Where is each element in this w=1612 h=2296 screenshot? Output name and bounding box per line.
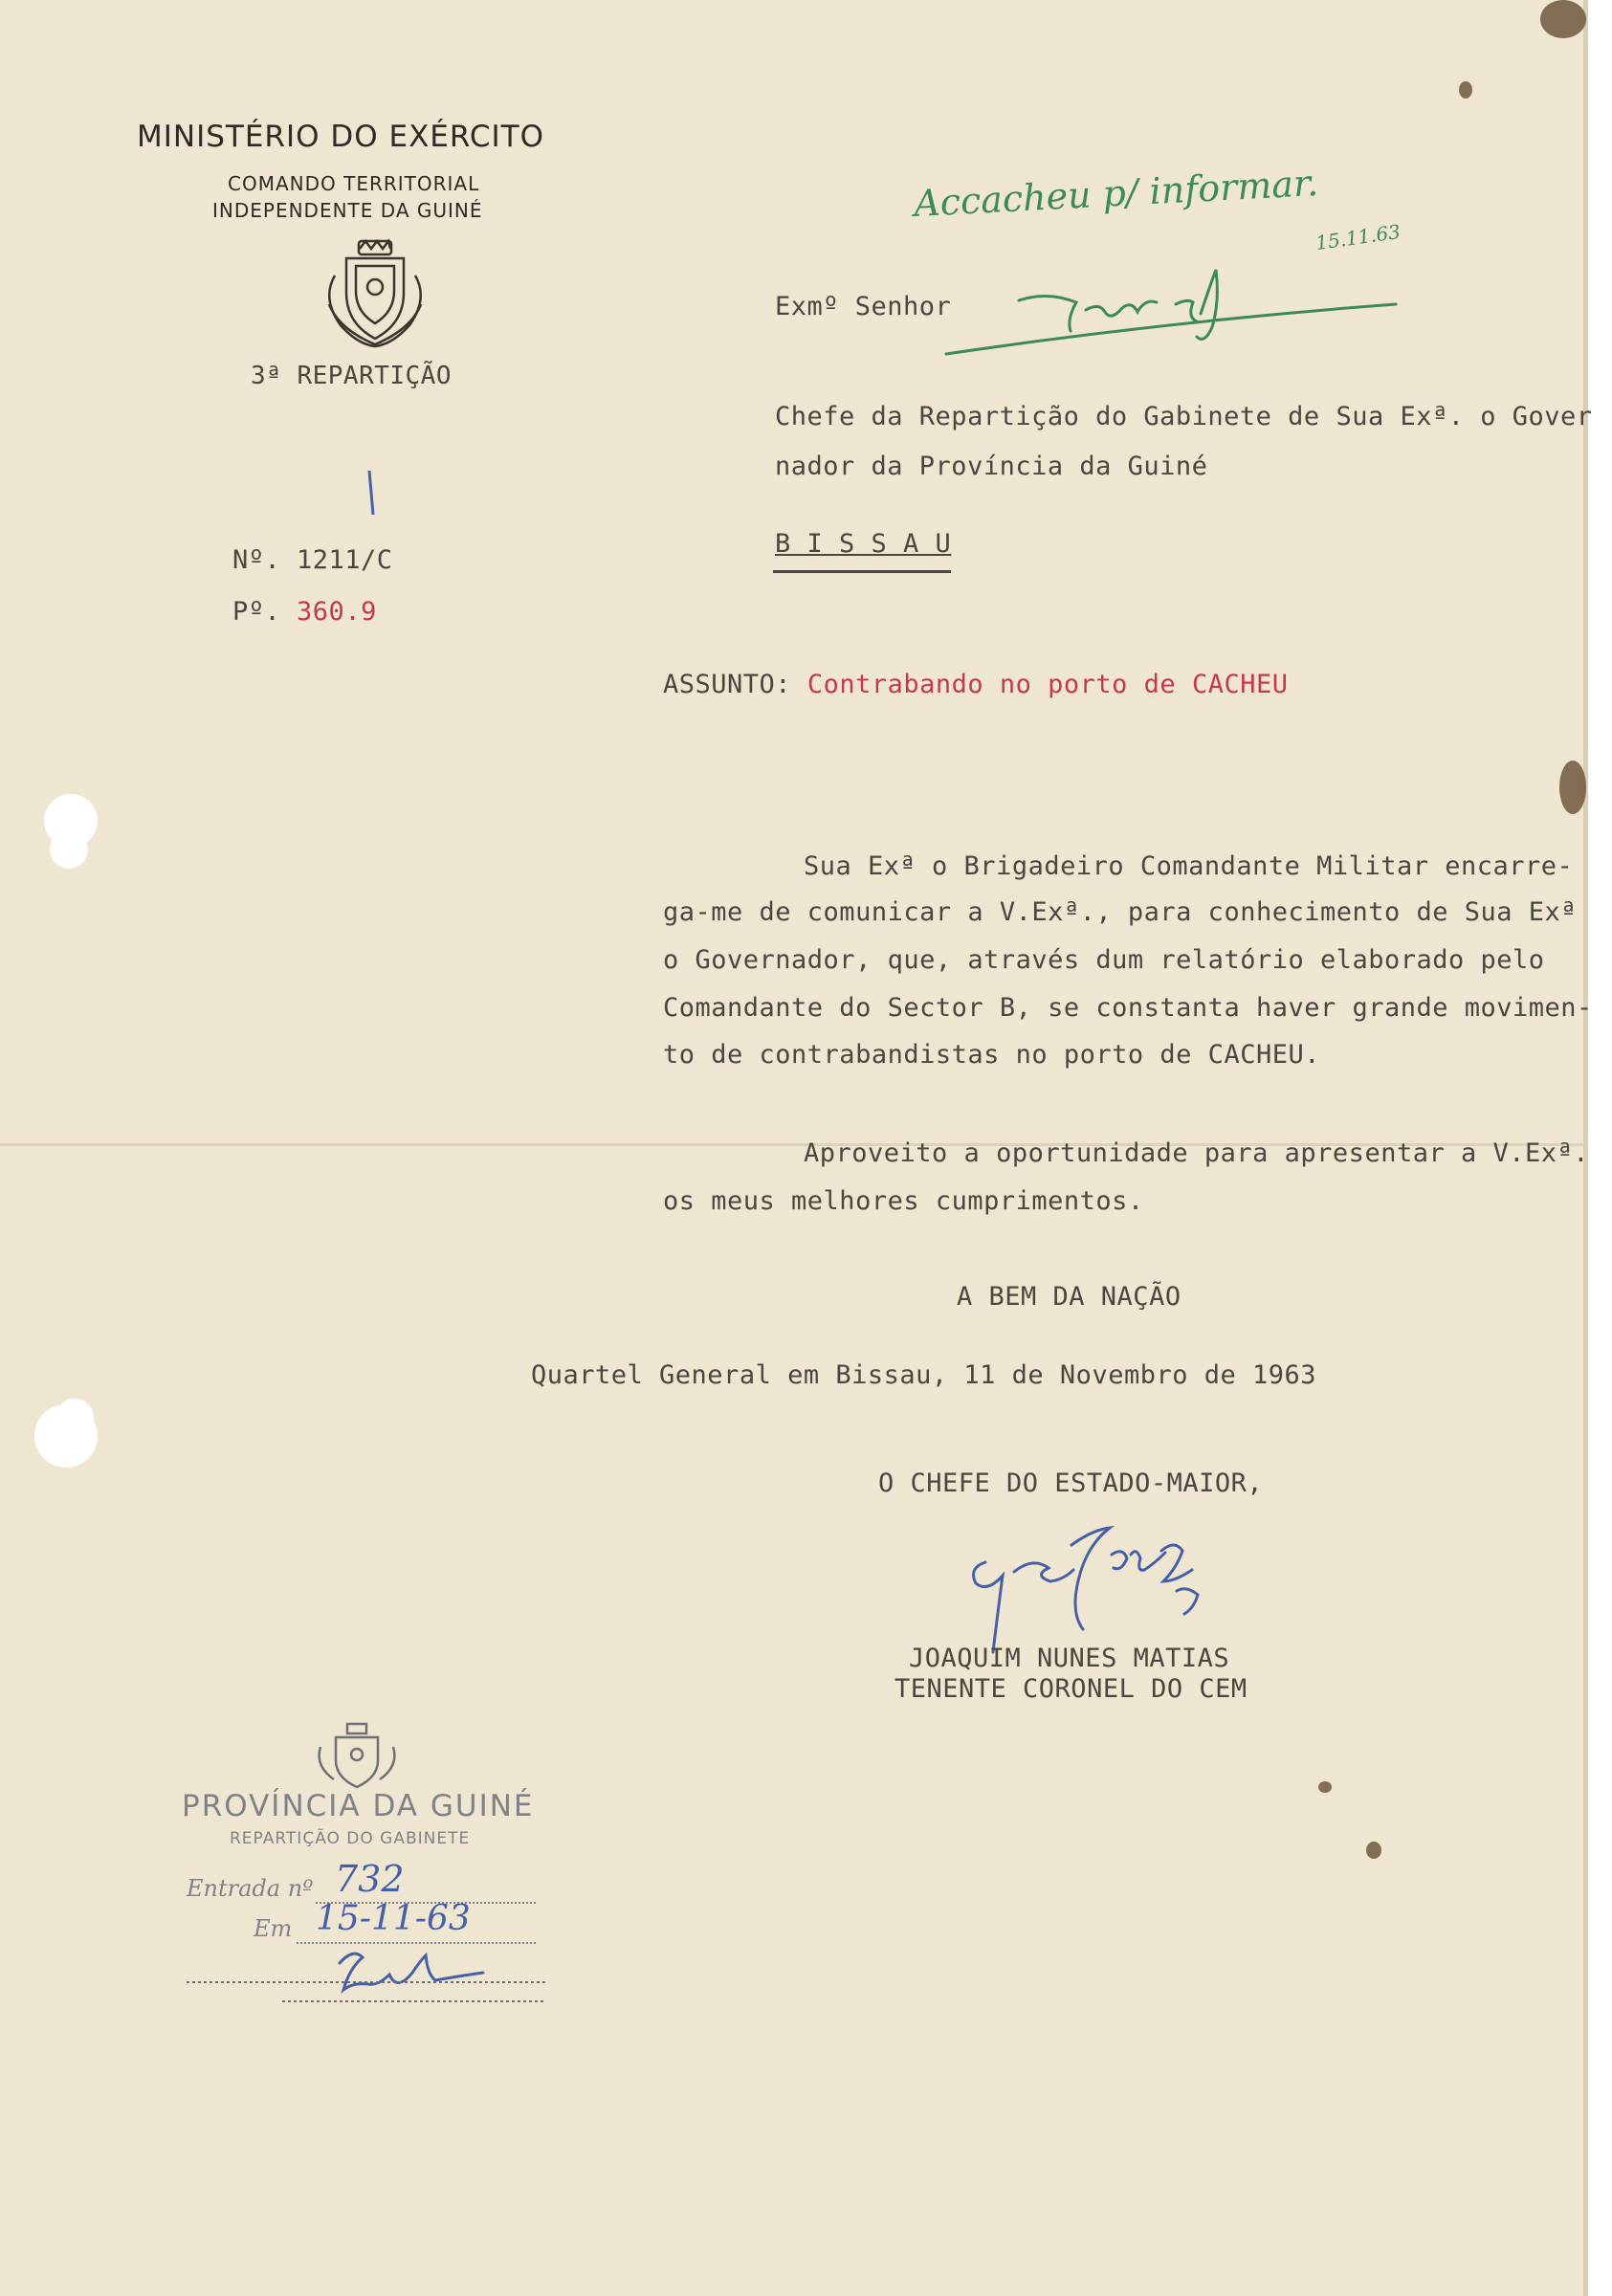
coat-of-arms-icon [316, 237, 434, 350]
handwritten-date: 15.11.63 [1314, 219, 1402, 255]
department-label: 3ª REPARTIÇÃO [251, 362, 452, 390]
signer-title: O CHEFE DO ESTADO-MAIOR, [878, 1468, 1264, 1498]
body-line: Sua Exª o Brigadeiro Comandante Militar encarre- [804, 851, 1574, 881]
stain [1366, 1842, 1381, 1859]
addressee-line-1: Chefe da Repartição do Gabinete de Sua Exª. o Gover [775, 402, 1593, 431]
handwritten-mark [364, 469, 379, 517]
city-underline [773, 570, 951, 573]
document-number: Nº. 1211/C [232, 545, 393, 575]
body-line: os meus melhores cumprimentos. [663, 1186, 1144, 1216]
addressee-city: B I S S A U [775, 529, 952, 559]
body-line: Aproveito a oportunidade para apresentar a V.Exª. [804, 1138, 1590, 1168]
signer-name: JOAQUIM NUNES MATIAS [909, 1644, 1230, 1673]
signature [957, 1516, 1301, 1660]
punch-hole [55, 1399, 94, 1437]
punch-hole [50, 830, 88, 869]
signer-rank: TENENTE CORONEL DO CEM [894, 1674, 1248, 1704]
place-and-date: Quartel General em Bissau, 11 de Novembro de 1963 [531, 1360, 1317, 1390]
stamp-province: PROVÍNCIA DA GUINÉ [182, 1789, 535, 1823]
stain [1540, 0, 1586, 38]
salutation: Exmº Senhor [775, 292, 952, 321]
stamp-date-value: 15-11-63 [316, 1899, 471, 1938]
command-line-1: COMANDO TERRITORIAL [228, 172, 480, 195]
stamp-emblem-icon [311, 1722, 403, 1789]
subject-line [663, 670, 1288, 699]
stamp-entry-number: 732 [335, 1858, 405, 1900]
process-prefix: Pº. [232, 597, 281, 627]
stain [1459, 81, 1472, 99]
body-line: to de contrabandistas no porto de CACHEU. [663, 1040, 1320, 1070]
subject-text: Contrabando no porto de CACHEU [806, 670, 1289, 699]
stamp-initials [187, 1942, 550, 2009]
subject-label: ASSUNTO: [663, 670, 792, 699]
body-line: ga-me de comunicar a V.Exª., para conhecimento de Sua Exª [663, 897, 1578, 927]
stain [1318, 1781, 1332, 1793]
stamp-date-label: Em [254, 1915, 293, 1942]
scan-margin [1588, 0, 1612, 2296]
addressee-line-2: nador da Província da Guiné [775, 452, 1208, 481]
body-line: o Governador, que, através dum relatório elaborado pelo [663, 945, 1545, 975]
body-line: Comandante do Sector B, se constanta haver grande movimen- [663, 993, 1593, 1023]
handwritten-initials [942, 251, 1402, 365]
stamp-office: REPARTIÇÃO DO GABINETE [230, 1829, 471, 1848]
closing-motto: A BEM DA NAÇÃO [957, 1282, 1181, 1312]
ministry-title: MINISTÉRIO DO EXÉRCITO [137, 120, 545, 154]
command-line-2: INDEPENDENTE DA GUINÉ [212, 199, 483, 222]
stamp-entry-label: Entrada nº [187, 1875, 314, 1902]
process-label [232, 597, 377, 627]
process-number: 360.9 [297, 597, 377, 627]
stain [1559, 761, 1586, 814]
handwritten-note: Accacheu p/ informar. [913, 161, 1320, 226]
